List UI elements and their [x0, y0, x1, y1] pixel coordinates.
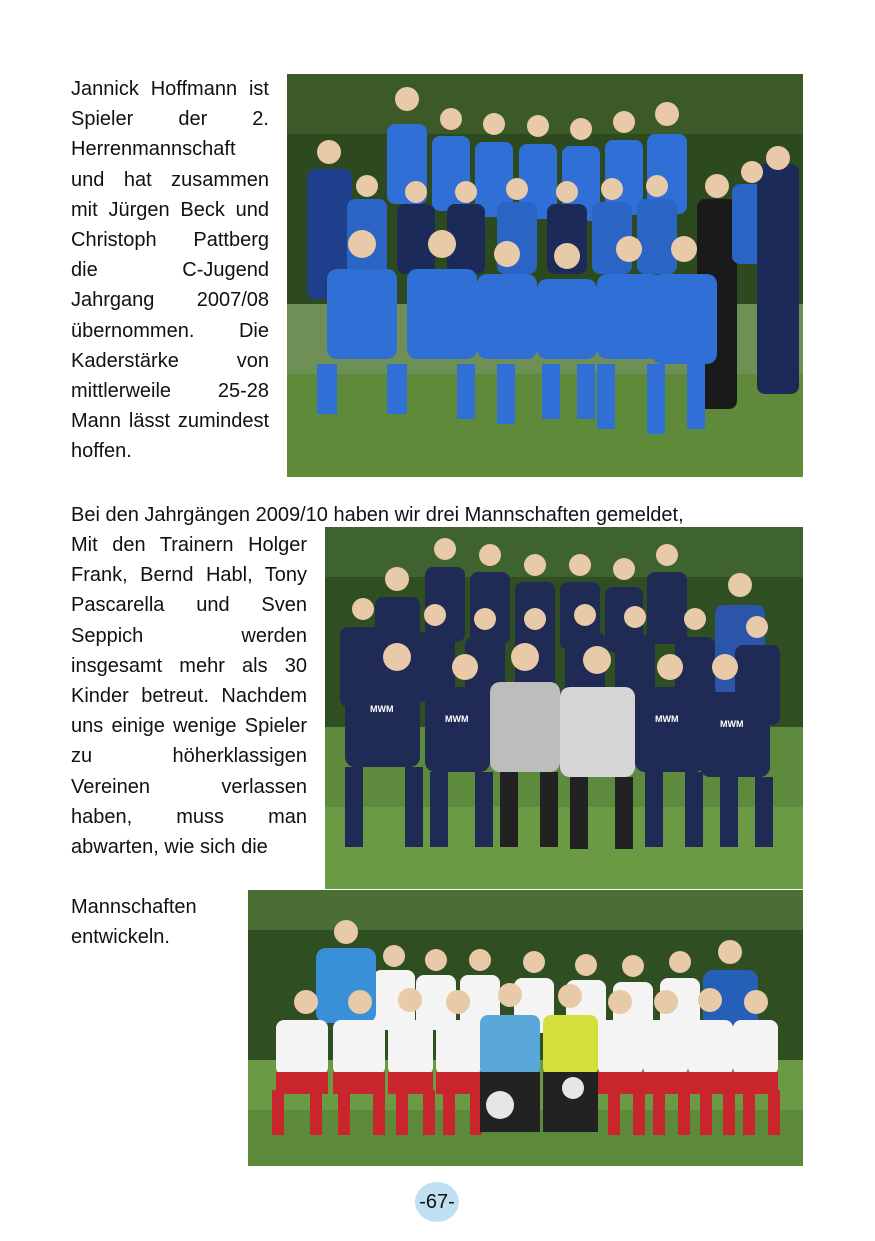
team-photo-red-white	[248, 890, 803, 1166]
closing-paragraph: Mannschaften entwickeln.	[71, 896, 197, 949]
page-number: -67-	[415, 1182, 459, 1222]
intro-paragraph: Jannick Hoffmann ist Spieler der 2. Herrenmannschaft und hat zusammen mit Jürgen Beck und Christoph Pattberg die C-Jugend Jahrgang 2007/08 übernommen. Die Kaderstärke von mittlerweile 25-28 Mann lässt zumindest hoffen.	[71, 78, 269, 463]
sponsor-logo: MWM	[445, 714, 469, 724]
sponsor-logo: MWM	[655, 714, 679, 724]
team-photo-mwm	[325, 527, 803, 889]
sponsor-logo: MWM	[370, 704, 394, 714]
years-paragraph: Bei den Jahrgängen 2009/10 haben wir drei Mannschaften gemeldet,	[71, 504, 684, 526]
coaches-paragraph: Mit den Trainern Holger Frank, Bernd Habl, Tony Pascarella und Sven Seppich werden insgesamt mehr als 30 Kinder betreut. Nachdem uns einige wenige Spieler zu höherklassigen Vereinen verlassen haben, muss man abwarten, wie sich die	[71, 534, 307, 859]
team-photo-c-jugend	[287, 74, 803, 477]
sponsor-logo: MWM	[720, 719, 744, 729]
